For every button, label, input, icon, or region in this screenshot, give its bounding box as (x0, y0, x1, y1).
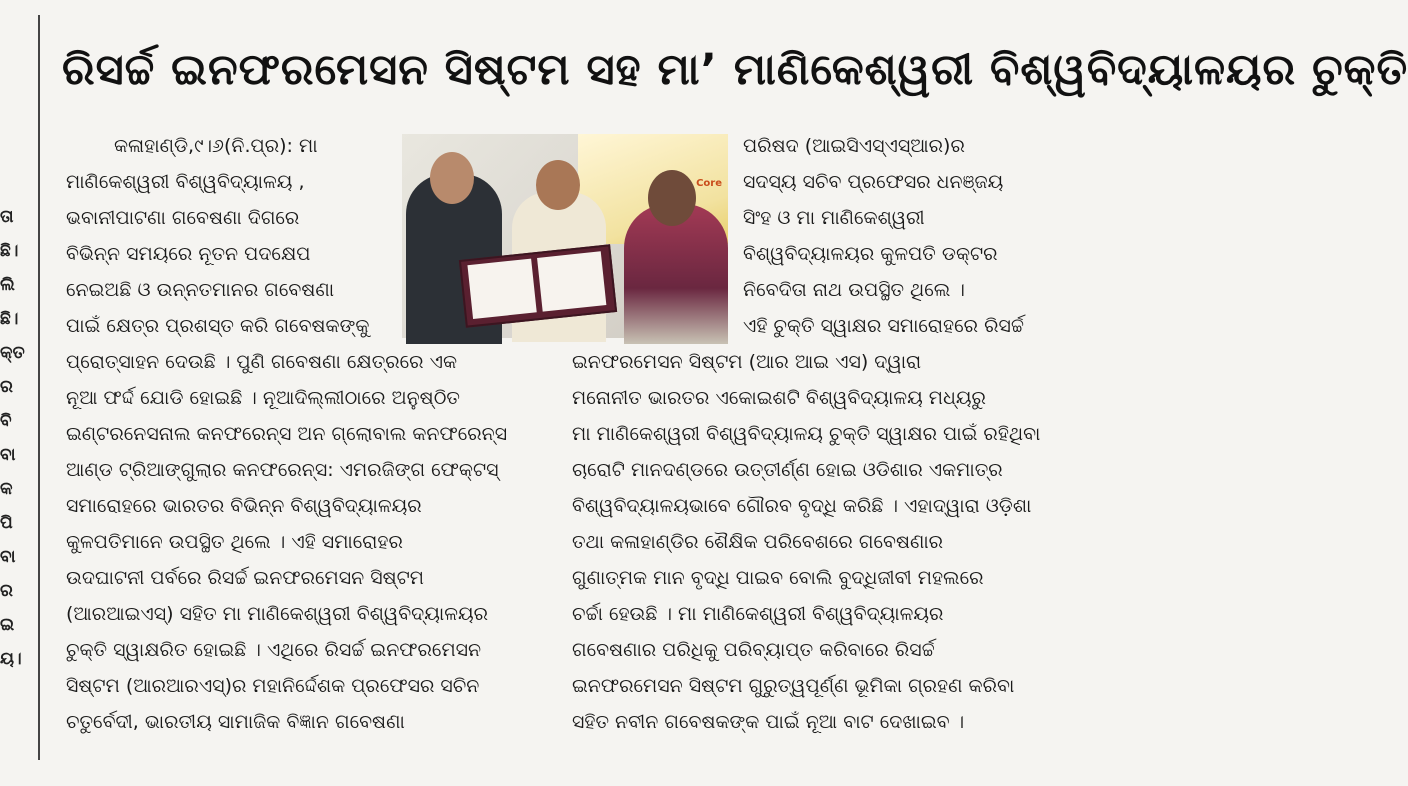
person-middle-head (536, 160, 580, 210)
article-line: ଆଣ୍ଡ ଟ୍ରିଆଙ୍ଗୁଲାର କନଫରେନ୍ସ: ଏମରଜିଙ୍ଗ ଫେକ୍ଟସ୍ (66, 459, 499, 481)
article-line: ଭବାନୀପାଟଣା ଗବେଷଣା ଦିଗରେ (66, 207, 300, 229)
article-line: ଗବେଷଣାର ପରିଧିକୁ ପରିବ୍ୟାପ୍ତ କରିବାରେ ରିସର୍ଚ୍ଚ (572, 639, 935, 661)
article-line: ସହିତ ନବୀନ ଗବେଷକଙ୍କ ପାଇଁ ନୂଆ ବାଟ ଦେଖାଇବ । (572, 711, 965, 733)
article-line: ସିଂହ ଓ ମା ମାଣିକେଶ୍ୱରୀ (743, 207, 925, 229)
article-line: ଚର୍ଚ୍ଚା ହେଉଛି । ମା ମାଣିକେଶ୍ୱରୀ ବିଶ୍ୱବିଦ୍ୟାଳୟର (572, 603, 944, 625)
fragment-text: ବି (0, 411, 12, 431)
article-line: କୁଳପତିମାନେ ଉପସ୍ଥିତ ଥିଲେ । ଏହି ସମାରୋହର (66, 531, 403, 553)
fragment-text: ର (0, 581, 13, 601)
article-line: ଇନଫରମେସନ ସିଷ୍ଟମ (ଆର ଆଇ ଏସ) ଦ୍ୱାରା (572, 351, 922, 373)
fragment-text: ଛି। (0, 309, 19, 329)
article-line: ବିଭିନ୍ନ ସମୟରେ ନୂତନ ପଦକ୍ଷେପ (66, 243, 311, 265)
article-line: ଏହି ଚୁକ୍ତି ସ୍ୱାକ୍ଷର ସମାରୋହରେ ରିସର୍ଚ୍ଚ (743, 315, 1024, 337)
article-line: ପରିଷଦ (ଆଇସିଏସ୍‌ଏସ୍‌ଆର)ର (743, 135, 965, 157)
fragment-text: ୟ। (0, 649, 22, 669)
fragment-text: ର (0, 377, 13, 397)
article-line: ନିବେଦିତା ନାଥ ଉପସ୍ଥିତ ଥିଲେ । (743, 279, 965, 301)
article-line: ମନୋନୀତ ଭାରତର ଏକୋଇଶଟି ବିଶ୍ୱବିଦ୍ୟାଳୟ ମଧ୍ୟରୁ (572, 387, 986, 409)
fragment-text: କ୍ତ (0, 343, 25, 363)
article-line: ଗୁଣାତ୍ମକ ମାନ ବୃଦ୍ଧି ପାଇବ ବୋଲି ବୁଦ୍ଧିଜୀବୀ ମହଲରେ (572, 567, 984, 589)
article-line: ଇଣ୍ଟରନେସନାଲ କନଫରେନ୍ସ ଅନ ଗ୍ଲୋବାଲ କନଫରେନ୍ସ (66, 423, 508, 445)
article-column-right (743, 128, 1043, 344)
article-line: ପ୍ରୋତ୍ସାହନ ଦେଉଛି । ପୁଣି ଗବେଷଣା କ୍ଷେତ୍ରରେ ଏକ (66, 351, 458, 373)
article-line: ସଦସ୍ୟ ସଚିବ ପ୍ରଫେସର ଧନଞ୍ଜୟ (743, 171, 1004, 193)
article-line: ନେଇଅଛି ଓ ଉନ୍ନତମାନର ଗବେଷଣା (66, 279, 335, 301)
article-column-wide (572, 344, 1050, 740)
fragment-text: ଛି। (0, 241, 19, 261)
article-line: ଚତୁର୍ବେଦୀ, ଭାରତୀୟ ସାମାଜିକ ବିଜ୍ଞାନ ଗବେଷଣା (66, 711, 405, 733)
article-line: (ଆରଆଇଏସ୍) ସହିତ ମା ମାଣିକେଶ୍ୱରୀ ବିଶ୍ୱବିଦ୍ୟାଳୟର (66, 603, 489, 625)
article-line: ଚାରୋଟି ମାନଦଣ୍ଡରେ ଉତ୍ତୀର୍ଣ୍ଣ ହୋଇ ଓଡିଶାର ଏକମାତ୍ର (572, 459, 1003, 481)
agreement-sheet (467, 259, 536, 319)
article-line: ତଥା କଳାହାଣ୍ଡିର ଶୈକ୍ଷିକ ପରିବେଶରେ ଗବେଷଣାର (572, 531, 944, 553)
article-line: ନୂଆ ଫର୍ଦ୍ଦ ଯୋଡି ହୋଇଛି । ନୂଆଦିଲ୍ଲୀଠାରେ ଅନୁଷ୍ଠିତ (66, 387, 460, 409)
column-divider (38, 15, 40, 760)
article-line: କଳାହାଣ୍ଡି,୯।୬(ନି.ପ୍ର): ମା (114, 135, 318, 157)
banner-text: Core (696, 178, 722, 189)
article-line: ମାଣିକେଶ୍ୱରୀ ବିଶ୍ୱବିଦ୍ୟାଳୟ , (66, 171, 305, 193)
fragment-text: ଲି (0, 275, 15, 295)
fragment-text: ତା (0, 207, 14, 227)
article-line: ପାଇଁ କ୍ଷେତ୍ର ପ୍ରଶସ୍ତ କରି ଗବେଷକଙ୍କୁ (66, 315, 370, 337)
article-line: ମା ମାଣିକେଶ୍ୱରୀ ବିଶ୍ୱବିଦ୍ୟାଳୟ ଚୁକ୍ତି ସ୍ୱାକ୍ଷର ପାଇଁ ରହିଥିବା (572, 423, 1041, 445)
article-line: ଉଦଘାଟନୀ ପର୍ବରେ ରିସର୍ଚ୍ଚ ଇନଫରମେସନ ସିଷ୍ଟମ (66, 567, 425, 589)
fragment-text: ପି (0, 513, 13, 533)
fragment-text: ବା (0, 547, 16, 567)
article-headline: ରିସର୍ଚ୍ଚ ଇନଫରମେସନ ସିଷ୍ଟମ ସହ ମା’ ମାଣିକେଶ୍ୱରୀ ବିଶ୍ୱବିଦ୍ୟାଳୟର ଚୁକ୍ତି (62, 45, 1408, 95)
agreement-sheet (537, 251, 606, 311)
article-line: ଇନଫରମେସନ ସିଷ୍ଟମ ଗୁରୁତ୍ୱପୂର୍ଣ୍ଣ ଭୂମିକା ଗ୍ରହଣ କରିବା (572, 675, 1015, 697)
fragment-text: ଇ (0, 615, 15, 635)
person-left-head (430, 152, 474, 204)
article-line: ସମାରୋହରେ ଭାରତର ବିଭିନ୍ନ ବିଶ୍ୱବିଦ୍ୟାଳୟର (66, 495, 422, 517)
article-line: ସିଷ୍ଟମ (ଆରଆରଏସ୍)ର ମହାନିର୍ଦ୍ଦେଶକ ପ୍ରଫେସର ସଚିନ (66, 675, 480, 697)
article-line: ବିଶ୍ୱବିଦ୍ୟାଳୟଭାବେ ଗୌରବ ବୃଦ୍ଧି କରିଛି । ଏହାଦ୍ୱାରା ଓଡ଼ିଶା (572, 495, 1032, 517)
article-line: ଚୁକ୍ତି ସ୍ୱାକ୍ଷରିତ ହୋଇଛି । ଏଥିରେ ରିସର୍ଚ୍ଚ ଇନଫରମେସନ (66, 639, 482, 661)
person-right-head (648, 170, 696, 226)
fragment-text: କ (0, 479, 13, 499)
article-line: ବିଶ୍ୱବିଦ୍ୟାଳୟର କୁଳପତି ଡକ୍ଟର (743, 243, 998, 265)
adjacent-column-fragment (0, 200, 25, 676)
fragment-text: ବା (0, 445, 16, 465)
article-photo (402, 134, 728, 338)
